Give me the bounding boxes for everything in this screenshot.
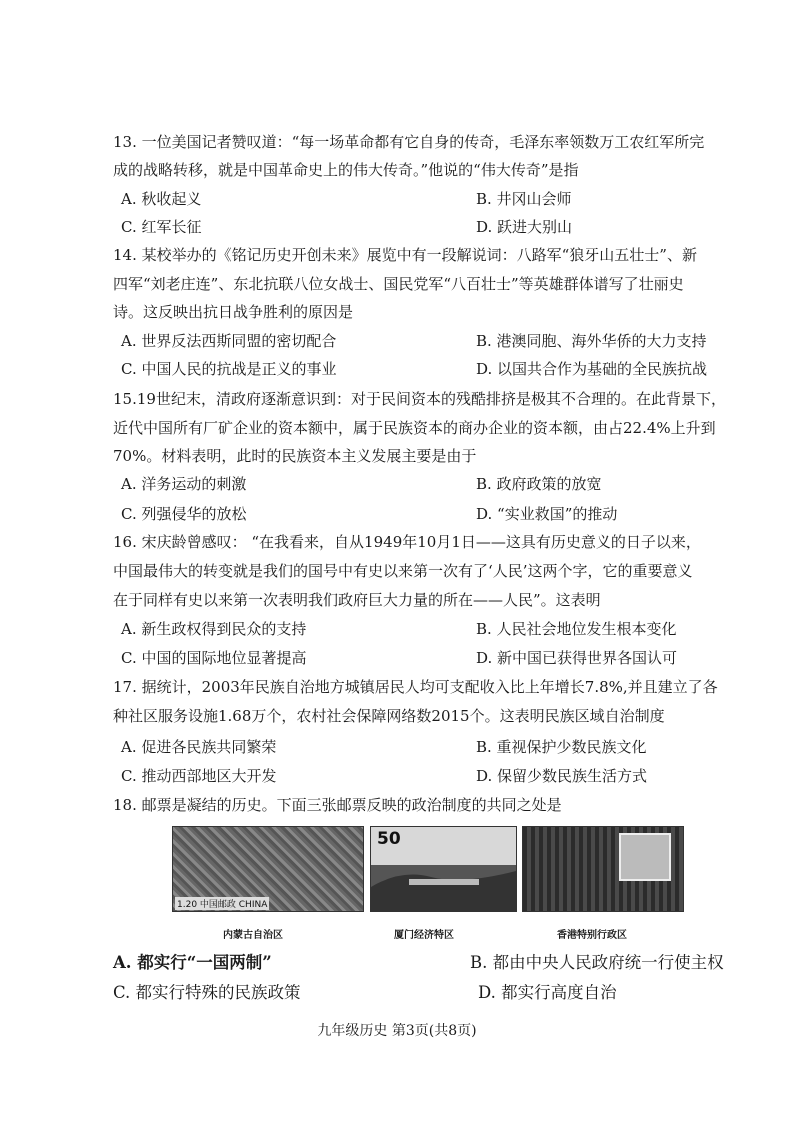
q16-option-c: C. 中国的国际地位显著提高	[121, 649, 307, 667]
stamp-caption-hong-kong: 香港特别行政区	[557, 930, 627, 941]
q14-stem-line1: 14. 某校举办的《铭记历史开创未来》展览中有一段解说词：八路军“狼牙山五壮士”、新	[113, 246, 697, 264]
q14-option-b: B. 港澳同胞、海外华侨的大力支持	[476, 332, 707, 350]
q13-option-c: C. 红军长征	[121, 218, 202, 236]
q17-stem-line2: 种社区服务设施1.68万个，农村社会保障网络数2015个。这表明民族区域自治制度	[113, 707, 665, 725]
q18-option-b: B. 都由中央人民政府统一行使主权	[470, 953, 724, 972]
q18-stem-line1: 18. 邮票是凝结的历史。下面三张邮票反映的政治制度的共同之处是	[113, 796, 562, 814]
q17-stem-line1: 17. 据统计，2003年民族自治地方城镇居民人均可支配收入比上年增长7.8%,并且建立了各	[113, 678, 718, 696]
q17-option-d: D. 保留少数民族生活方式	[476, 767, 648, 785]
q14-stem-line3: 诗。这反映出抗日战争胜利的原因是	[113, 303, 354, 321]
q15-option-d: D. “实业救国”的推动	[476, 505, 618, 523]
q15-stem-line3: 70%。材料表明，此时的民族资本主义发展主要是由于	[113, 447, 477, 465]
q16-stem-line2: 中国最伟大的转变就是我们的国号中有史以来第一次有了‘人民’这两个字，它的重要意义	[113, 562, 693, 580]
q17-option-a: A. 促进各民族共同繁荣	[121, 738, 277, 756]
q16-stem-line1: 16. 宋庆龄曾感叹： “在我看来，自从1949年10月1日——这具有历史意义的日子以来，	[113, 533, 701, 551]
stamp-xiamen-hills	[371, 871, 516, 911]
stamp-hong-kong	[522, 826, 684, 912]
q13-stem-line2: 成的战略转移，就是中国革命史上的伟大传奇。”他说的“伟大传奇”是指	[113, 161, 579, 179]
stamp-inner-mongolia	[172, 826, 364, 912]
q15-stem-line1: 15.19世纪末，清政府逐渐意识到：对于民间资本的残酷排挤是极其不合理的。在此背景下，	[113, 390, 726, 408]
q16-option-b: B. 人民社会地位发生根本变化	[476, 620, 677, 638]
q18-option-c: C. 都实行特殊的民族政策	[113, 983, 301, 1002]
q18-option-d: D. 都实行高度自治	[478, 983, 617, 1002]
q13-stem-line1: 13. 一位美国记者赞叹道：“每一场革命都有它自身的传奇，毛泽东率领数万工农红军所完	[113, 133, 705, 151]
q14-option-a: A. 世界反法西斯同盟的密切配合	[121, 332, 337, 350]
q18-option-a: A. 都实行“一国两制”	[113, 953, 272, 972]
q16-option-d: D. 新中国已获得世界各国认可	[476, 649, 678, 667]
q14-stem-line2: 四军“刘老庄连”、东北抗联八位女战士、国民党军“八百壮士”等英雄群体谱写了壮丽史	[113, 275, 684, 293]
q15-option-b: B. 政府政策的放宽	[476, 475, 602, 493]
q15-option-c: C. 列强侵华的放松	[121, 505, 247, 523]
q13-option-a: A. 秋收起义	[121, 190, 202, 208]
q17-option-b: B. 重视保护少数民族文化	[476, 738, 647, 756]
stamp-xiamen-denomination: 50	[377, 829, 401, 849]
q15-option-a: A. 洋务运动的刺激	[121, 475, 247, 493]
stamp-hong-kong-portrait	[619, 833, 671, 881]
stamp-caption-xiamen: 厦门经济特区	[394, 930, 454, 941]
q14-option-c: C. 中国人民的抗战是正义的事业	[121, 360, 337, 378]
page-footer: 九年级历史 第3页(共8页)	[317, 1023, 477, 1039]
stamp-xiamen-bridge	[409, 879, 479, 885]
q17-option-c: C. 推动西部地区大开发	[121, 767, 277, 785]
q14-option-d: D. 以国共合作为基础的全民族抗战	[476, 360, 708, 378]
q16-stem-line3: 在于同样有史以来第一次表明我们政府巨大力量的所在——人民”。这表明	[113, 591, 601, 609]
stamp-xiamen	[370, 826, 517, 912]
q15-stem-line2: 近代中国所有厂矿企业的资本额中，属于民族资本的商办企业的资本额，由占22.4%上升到	[113, 419, 716, 437]
q13-option-d: D. 跃进大别山	[476, 218, 573, 236]
stamp-caption-inner-mongolia: 内蒙古自治区	[223, 930, 283, 941]
q13-option-b: B. 井冈山会师	[476, 190, 572, 208]
stamp-inner-mongolia-denomination: 1.20 中国邮政 CHINA	[175, 897, 269, 910]
q16-option-a: A. 新生政权得到民众的支持	[121, 620, 307, 638]
